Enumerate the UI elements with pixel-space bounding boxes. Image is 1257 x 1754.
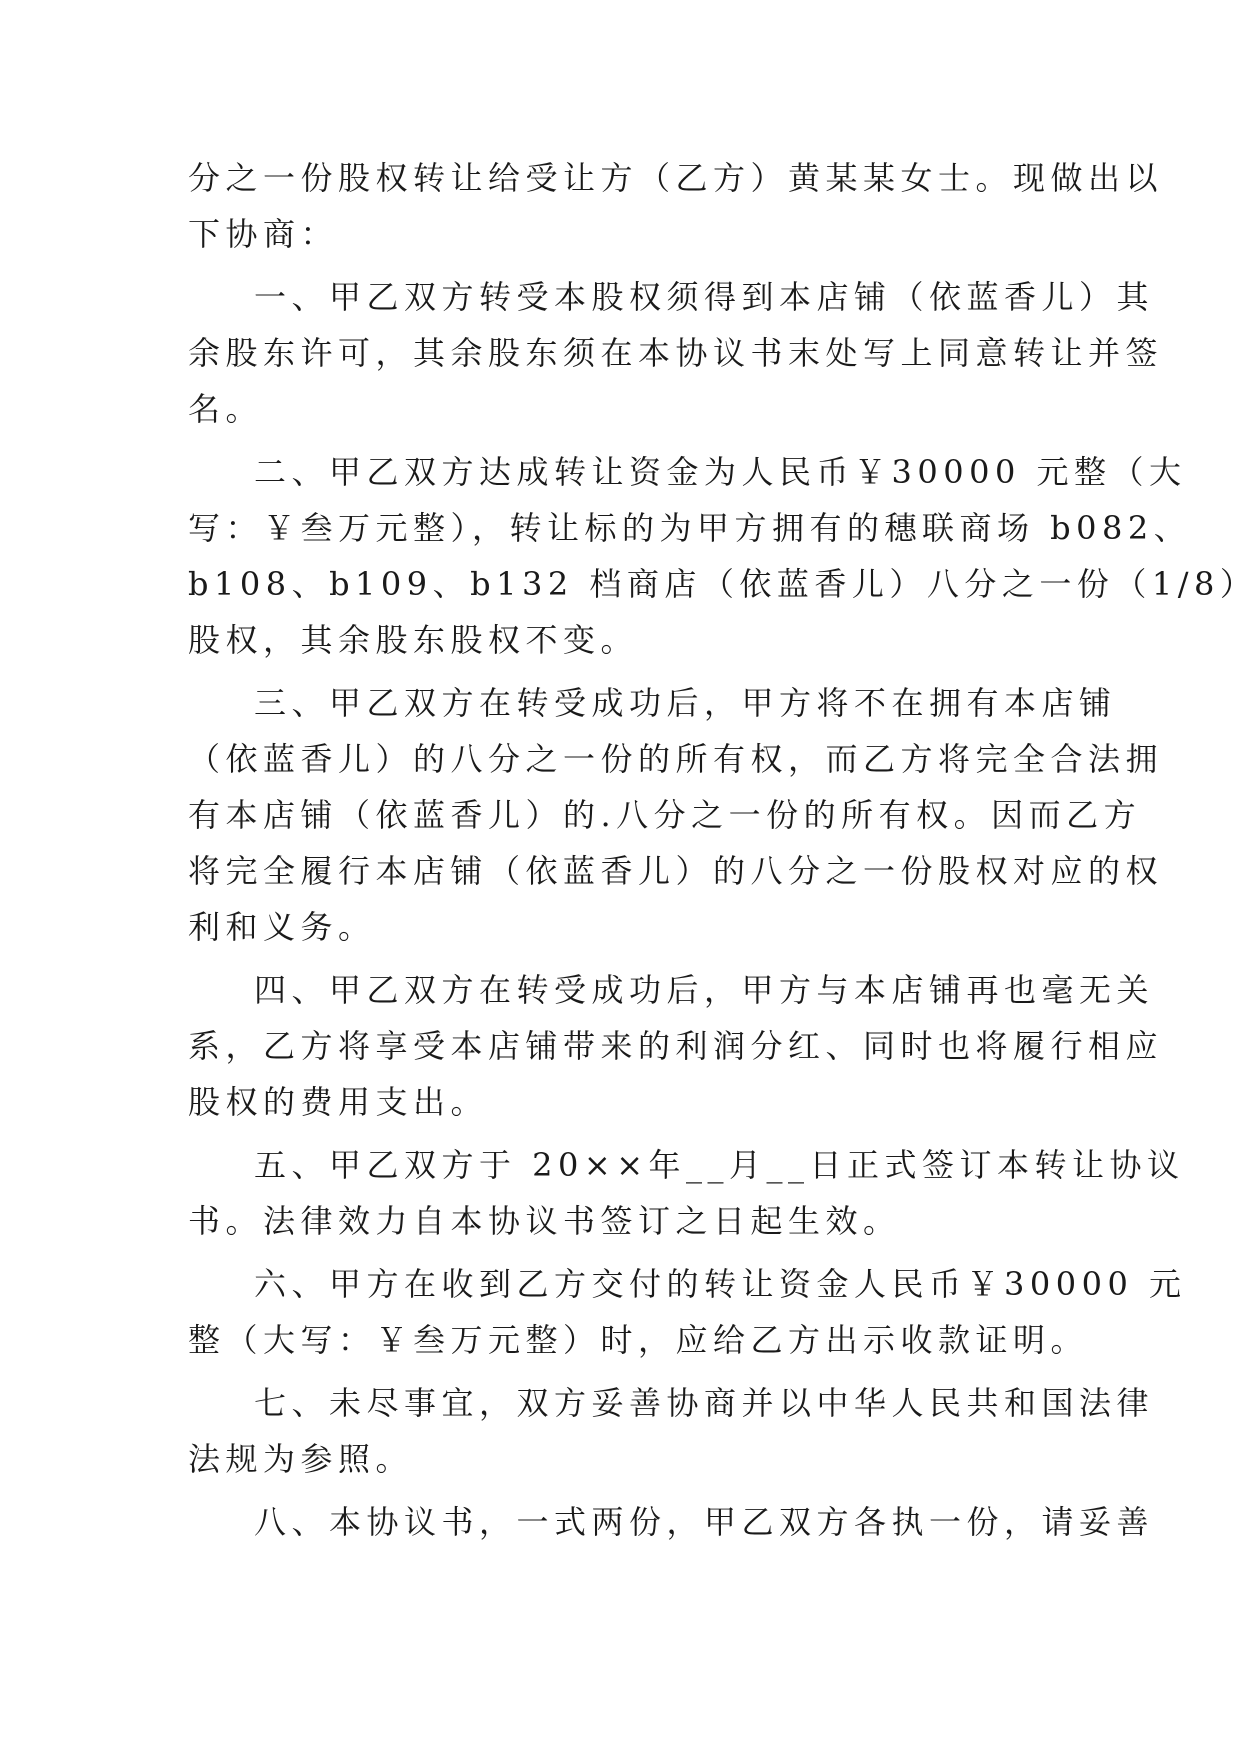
- text-line: 利和义务。: [188, 908, 376, 946]
- clause-5: 五、甲乙双方于 20××年__月__日正式签订本转让协议: [254, 1146, 1185, 1184]
- text-line: 股权，其余股东股权不变。: [188, 621, 639, 659]
- text-line: 写：￥叁万元整），转让标的为甲方拥有的穗联商场 b082、: [188, 509, 1192, 547]
- text-line: 分之一份股权转让给受让方（乙方）黄某某女士。现做出以: [188, 159, 1164, 197]
- text-line: 法规为参照。: [188, 1440, 414, 1478]
- text-line: 系，乙方将享受本店铺带来的利润分红、同时也将履行相应: [188, 1027, 1164, 1065]
- text-line: 书。法律效力自本协议书签订之日起生效。: [188, 1202, 901, 1240]
- clause-7: 七、未尽事宜，双方妥善协商并以中华人民共和国法律: [254, 1384, 1155, 1422]
- clause-1: 一、甲乙双方转受本股权须得到本店铺（依蓝香儿）其: [254, 278, 1155, 316]
- clause-4: 四、甲乙双方在转受成功后，甲方与本店铺再也毫无关: [254, 971, 1155, 1009]
- text-line: 股权的费用支出。: [188, 1083, 489, 1121]
- document-body: [188, 150, 1257, 1550]
- text-line: 下协商：: [188, 215, 339, 253]
- clause-6: 六、甲方在收到乙方交付的转让资金人民币￥30000 元: [254, 1265, 1187, 1303]
- text-line: 有本店铺（依蓝香儿）的.八分之一份的所有权。因而乙方: [188, 796, 1142, 834]
- clause-2: 二、甲乙双方达成转让资金为人民币￥30000 元整（大: [254, 453, 1187, 491]
- text-line: （依蓝香儿）的八分之一份的所有权，而乙方将完全合法拥: [188, 740, 1164, 778]
- text-line: 整（大写：￥叁万元整）时，应给乙方出示收款证明。: [188, 1321, 1089, 1359]
- text-line: 余股东许可，其余股东须在本协议书末处写上同意转让并签: [188, 334, 1164, 372]
- text-line: 将完全履行本店铺（依蓝香儿）的八分之一份股权对应的权: [188, 852, 1164, 890]
- text-line: b108、b109、b132 档商店（依蓝香儿）八分之一份（1/8）: [188, 565, 1257, 603]
- clause-3: 三、甲乙双方在转受成功后，甲方将不在拥有本店铺: [254, 684, 1117, 722]
- text-line: 名。: [188, 390, 264, 428]
- clause-8: 八、本协议书，一式两份，甲乙双方各执一份，请妥善: [254, 1503, 1155, 1541]
